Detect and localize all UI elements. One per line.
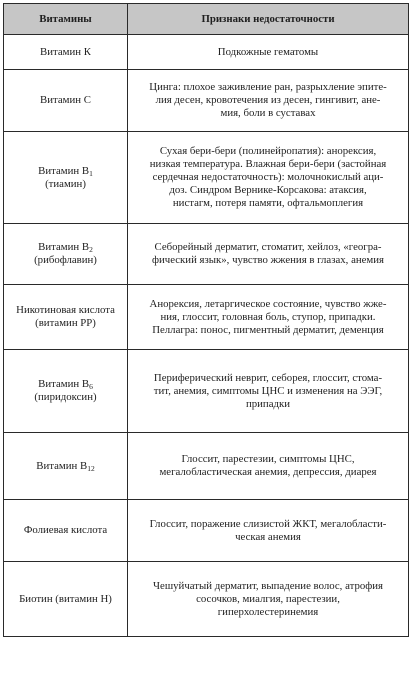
deficiency-signs-cell <box>128 433 409 500</box>
deficiency-signs-line: гиперхолестеринемия <box>217 605 319 618</box>
table-row <box>4 35 409 70</box>
vitamin-name-text: Биотин (витамин Н) <box>19 592 112 605</box>
deficiency-signs-line: Глоссит, поражение слизистой ЖКТ, мегалобласти- <box>149 517 387 530</box>
table-row <box>4 562 409 637</box>
vitamin-subscript: 1 <box>89 168 93 178</box>
table-row <box>4 285 409 350</box>
vitamin-name-cell <box>4 500 128 562</box>
vitamin-alias: (витамин РР) <box>35 317 96 329</box>
deficiency-signs-line: Глоссит, парестезии, симптомы ЦНС, <box>181 453 355 465</box>
deficiency-signs-line: ческая анемия <box>235 530 301 543</box>
vitamin-name-cell <box>4 562 128 637</box>
vitamin-name <box>8 304 123 317</box>
deficiency-signs-line: сосочков, миалгия, парестезии, <box>196 592 340 605</box>
vitamin-name-text: Витамин В <box>36 459 88 472</box>
table-row <box>4 433 409 500</box>
vitamin-name <box>8 460 123 473</box>
vitamin-alias: (рибофлавин) <box>34 254 97 266</box>
deficiency-signs-line: тит, анемия, симптомы ЦНС и изменения на ЭЭГ, <box>153 384 383 397</box>
deficiency-signs-cell <box>128 70 409 132</box>
deficiency-signs-line: мегалобластическая анемия, депрессия, диарея <box>159 466 377 478</box>
deficiency-signs-cell <box>128 224 409 285</box>
vitamin-name-text: Витамин С <box>40 94 91 106</box>
deficiency-signs-line: ния, глоссит, головная боль, ступор, припадки. <box>160 310 376 323</box>
vitamin-name-cell <box>4 285 128 350</box>
table-row <box>4 500 409 562</box>
table-body <box>4 35 409 637</box>
deficiency-signs-line: нистагм, потеря памяти, офтальмоплегия <box>172 197 364 209</box>
vitamin-name-cell <box>4 132 128 224</box>
vitamin-alias: (тиамин) <box>45 177 86 190</box>
deficiency-signs-line: сердечная недостаточность): молочнокислый аци- <box>152 171 384 183</box>
vitamin-name-text: Витамин В <box>38 164 90 177</box>
deficiency-signs-cell <box>128 35 409 70</box>
deficiency-signs-cell <box>128 350 409 433</box>
deficiency-signs-cell <box>128 500 409 562</box>
table-row <box>4 132 409 224</box>
deficiency-signs-cell <box>128 562 409 637</box>
vitamin-name <box>8 46 123 59</box>
vitamin-name <box>8 378 123 391</box>
vitamin-deficiency-table <box>3 3 409 637</box>
vitamin-subscript: 2 <box>89 245 93 254</box>
vitamin-name <box>8 524 123 537</box>
deficiency-signs-line: Сухая бери-бери (полинейропатия): анорексия, <box>159 145 377 157</box>
deficiency-signs-line: доз. Синдром Вернике-Корсакова: атаксия, <box>169 184 367 196</box>
deficiency-signs-cell <box>128 285 409 350</box>
vitamin-subscript: 6 <box>89 382 93 391</box>
vitamin-name <box>8 241 123 254</box>
deficiency-signs-line: Подкожные гематомы <box>217 45 319 58</box>
vitamin-name <box>8 165 123 178</box>
deficiency-signs-line: мия, боли в суставах <box>220 107 316 119</box>
deficiency-signs-line: Периферический неврит, себорея, глоссит, стома- <box>153 371 383 384</box>
table-row <box>4 70 409 132</box>
column-header-deficiency-signs: Признаки недостаточности <box>128 4 409 35</box>
vitamin-name-cell <box>4 350 128 433</box>
deficiency-signs-line: Анорексия, летаргическое состояние, чувство жже- <box>149 297 387 310</box>
vitamin-alias: (пиридоксин) <box>34 391 97 403</box>
column-header-vitamins: Витамины <box>4 4 128 35</box>
table-header-row <box>4 4 409 35</box>
vitamin-name-text: Никотиновая кислота <box>16 304 115 316</box>
vitamin-name-cell <box>4 70 128 132</box>
deficiency-signs-line: лия десен, кровотечения из десен, гингивит, ане- <box>155 94 381 106</box>
deficiency-signs-line: припадки <box>245 397 291 410</box>
deficiency-signs-line: Себорейный дерматит, стоматит, хейлоз, «геогра- <box>154 241 382 253</box>
deficiency-signs-line: Цинга: плохое заживление ран, разрыхление эпите- <box>149 81 387 93</box>
vitamin-name <box>8 94 123 107</box>
vitamin-name-text: Витамин В <box>38 241 90 253</box>
deficiency-signs-line: Пеллагра: понос, пигментный дерматит, деменция <box>152 323 384 336</box>
deficiency-signs-cell <box>128 132 409 224</box>
vitamin-name <box>8 593 123 606</box>
vitamin-name-text: Витамин В <box>38 378 90 390</box>
vitamin-name-cell <box>4 433 128 500</box>
vitamin-name-cell <box>4 224 128 285</box>
deficiency-signs-line: фический язык», чувство жжения в глазах, анемия <box>151 254 385 266</box>
vitamin-name-cell <box>4 35 128 70</box>
deficiency-signs-line: Чешуйчатый дерматит, выпадение волос, атрофия <box>153 579 383 592</box>
vitamin-name-text: Фолиевая кислота <box>23 524 108 536</box>
table-row <box>4 224 409 285</box>
table-row <box>4 350 409 433</box>
deficiency-signs-line: низкая температура. Влажная бери-бери (застойная <box>149 158 387 170</box>
vitamin-name-text: Витамин К <box>40 45 91 58</box>
vitamin-subscript: 12 <box>87 463 95 473</box>
